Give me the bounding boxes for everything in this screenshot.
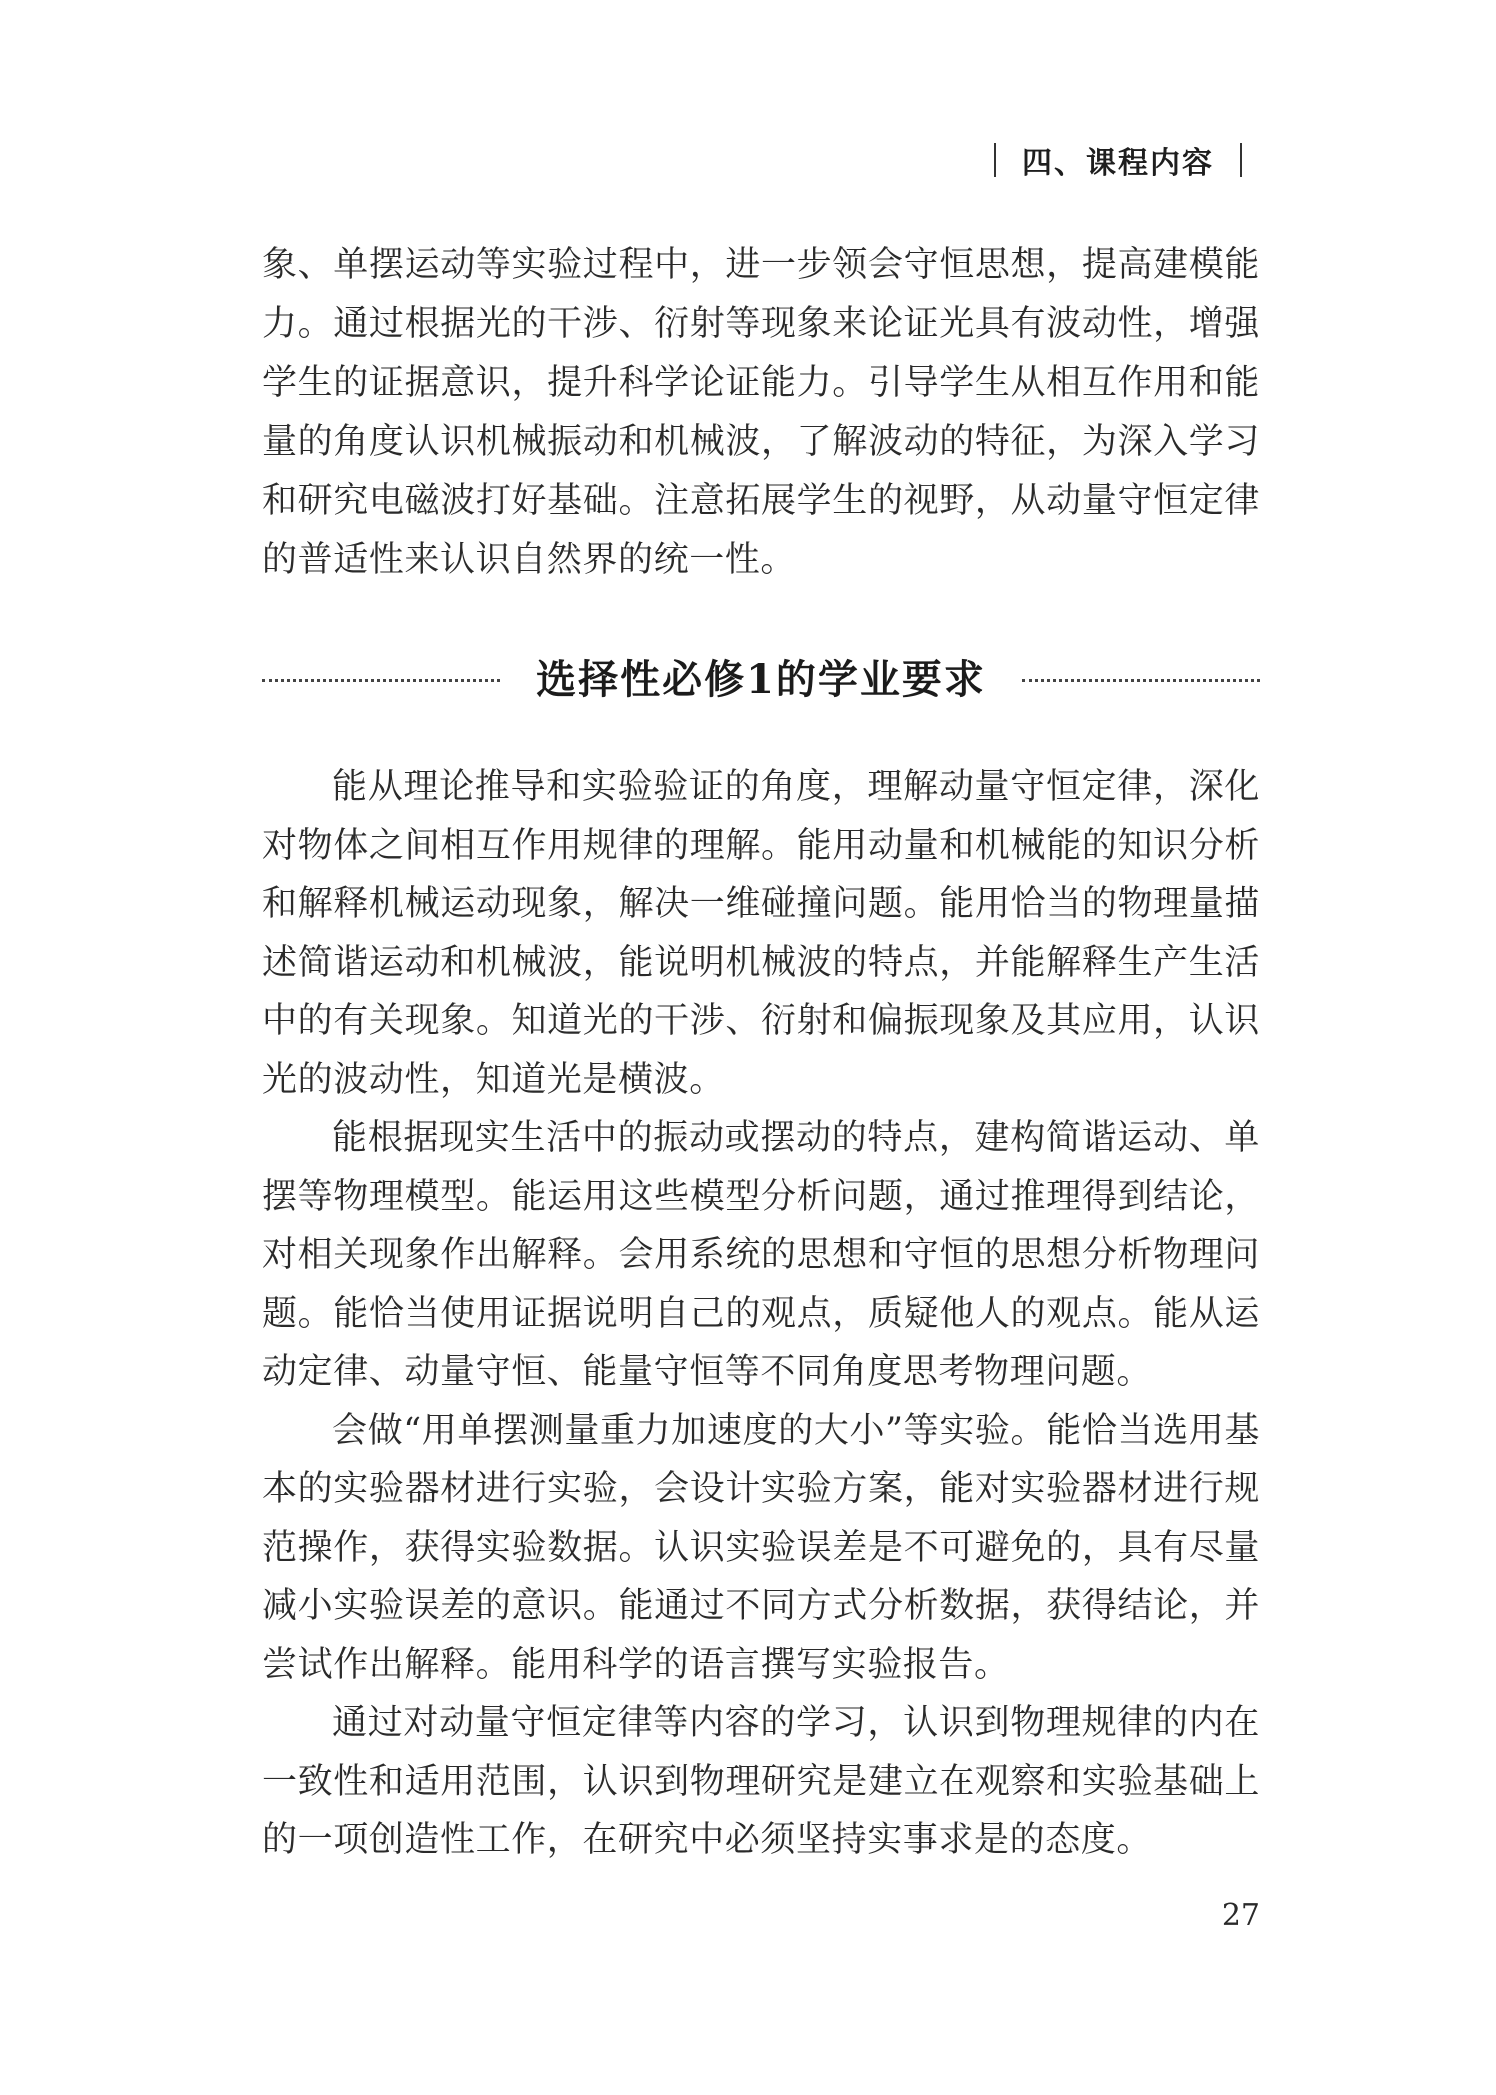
body-paragraph: 能从理论推导和实验验证的角度，理解动量守恒定律，深化对物体之间相互作用规律的理解。能用动量和机械能的知识分析和解释机械运动现象，解决一维碰撞问题。能用恰当的物理量描述简谐运动和机械波，能说明机械波的特点，并能解释生产生活中的有关现象。知道光的干涉、衍射和偏振现象及其应用，认识光的波动性，知道光是横波。 (262, 767, 1260, 1100)
section-title: 选择性必修1的学业要求 (536, 655, 986, 703)
section-body (262, 758, 1260, 1870)
running-header (968, 138, 1268, 182)
chapter-title: 四、课程内容 (1022, 146, 1214, 181)
section-heading (262, 646, 1260, 706)
heading-left-dotted-rule (262, 679, 500, 682)
intro-text-block (262, 236, 1260, 590)
body-paragraph: 通过对动量守恒定律等内容的学习，认识到物理规律的内在一致性和适用范围，认识到物理研究是建立在观察和实验基础上的一项创造性工作，在研究中必须坚持实事求是的态度。 (262, 1703, 1260, 1860)
body-paragraph: 会做“用单摆测量重力加速度的大小”等实验。能恰当选用基本的实验器材进行实验，会设计实验方案，能对实验器材进行规范操作，获得实验数据。认识实验误差是不可避免的，具有尽量减小实验误差的意识。能通过不同方式分析数据，获得结论，并尝试作出解释。能用科学的语言撰写实验报告。 (262, 1410, 1260, 1685)
header-left-bar (994, 143, 996, 177)
intro-paragraph: 象、单摆运动等实验过程中，进一步领会守恒思想，提高建模能力。通过根据光的干涉、衍射等现象来论证光具有波动性，增强学生的证据意识，提升科学论证能力。引导学生从相互作用和能量的角度认识机械振动和机械波，了解波动的特征，为深入学习和研究电磁波打好基础。注意拓展学生的视野，从动量守恒定律的普适性来认识自然界的统一性。 (262, 245, 1260, 580)
heading-right-dotted-rule (1022, 679, 1260, 682)
page-number: 27 (1221, 1898, 1260, 1933)
body-paragraph: 能根据现实生活中的振动或摆动的特点，建构简谐运动、单摆等物理模型。能运用这些模型分析问题，通过推理得到结论，对相关现象作出解释。会用系统的思想和守恒的思想分析物理问题。能恰当使用证据说明自己的观点，质疑他人的观点。能从运动定律、动量守恒、能量守恒等不同角度思考物理问题。 (262, 1118, 1260, 1392)
header-right-bar (1240, 143, 1242, 177)
